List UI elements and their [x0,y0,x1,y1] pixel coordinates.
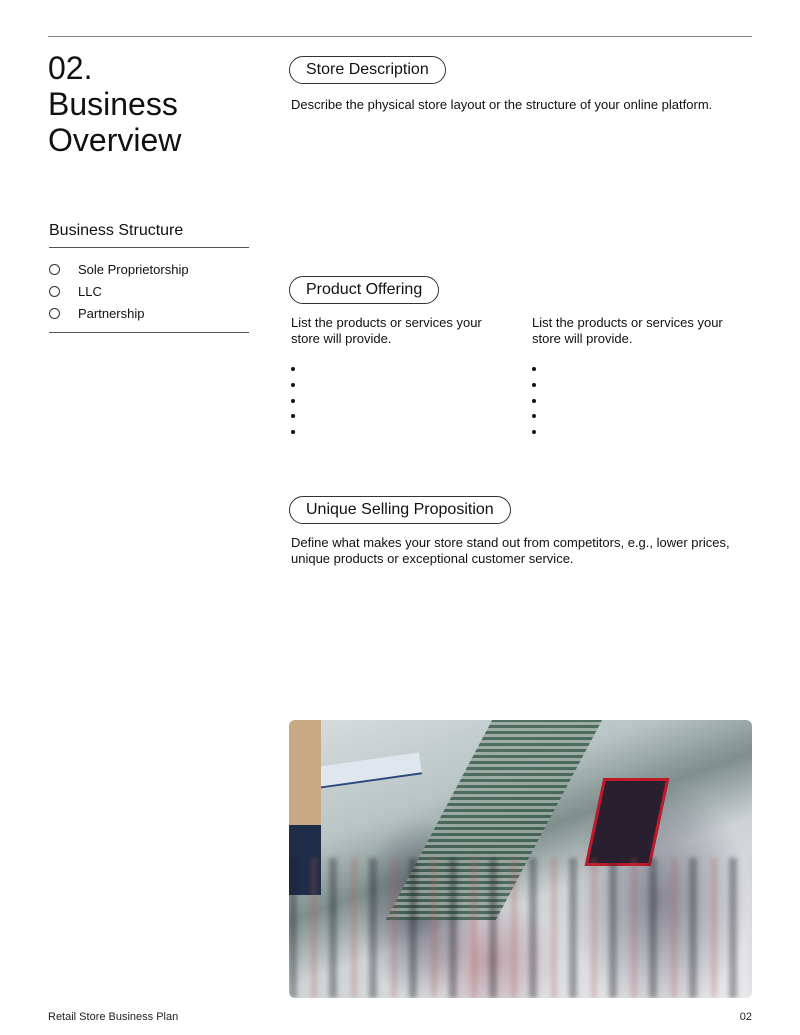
page-title [48,50,181,158]
section-title-line-1: Business [48,86,178,122]
list-item[interactable] [291,361,501,377]
photo-sign [310,752,422,789]
usp-text: Define what makes your store stand out from competitors, e.g., lower prices, unique products or exceptional customer service. [291,535,730,566]
radio-icon[interactable] [49,264,60,275]
business-structure-title: Business Structure [49,222,249,248]
footer-page-number: 02 [739,1011,752,1023]
section-title-line-2: Overview [48,122,182,158]
store-description-text: Describe the physical store layout or the structure of your online platform. [291,97,713,112]
business-structure-panel [49,222,249,333]
product-offering-column-2 [532,315,742,440]
station-crowd-photo [289,720,752,998]
list-item[interactable] [291,424,501,440]
usp-heading: Unique Selling Proposition [289,496,511,524]
list-item[interactable] [291,377,501,393]
option-partnership[interactable] [49,302,249,324]
photo-display-screen [585,778,670,866]
section-number: 02. [48,50,93,86]
product-list [291,361,501,440]
list-item[interactable] [532,424,742,440]
radio-icon[interactable] [49,308,60,319]
list-item[interactable] [532,361,742,377]
option-label: Sole Proprietorship [78,261,189,277]
photo-crowd [289,858,752,998]
list-item[interactable] [291,408,501,424]
list-item[interactable] [532,408,742,424]
radio-icon[interactable] [49,286,60,297]
option-sole-proprietorship[interactable] [49,258,249,280]
list-item[interactable] [532,393,742,409]
footer-document-title: Retail Store Business Plan [48,1011,179,1023]
option-label: Partnership [78,305,145,321]
business-structure-options [49,248,249,333]
product-offering-prompt: List the products or services your store will provide. [291,315,482,346]
list-item[interactable] [291,393,501,409]
product-offering-column-1 [291,315,501,440]
product-offering-heading: Product Offering [289,276,439,304]
product-list [532,361,742,440]
store-description-heading: Store Description [289,56,446,84]
option-llc[interactable] [49,280,249,302]
top-divider [48,36,752,37]
list-item[interactable] [532,377,742,393]
option-label: LLC [78,283,102,299]
product-offering-prompt: List the products or services your store will provide. [532,315,723,346]
